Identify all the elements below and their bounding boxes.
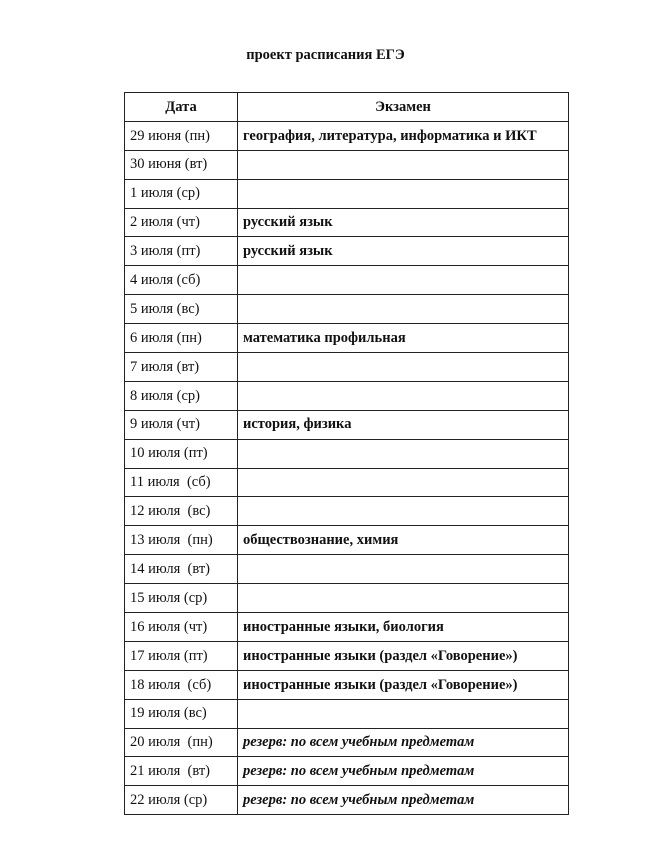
table-row (125, 410, 569, 439)
exam-cell: иностранные языки (раздел «Говорение») (238, 641, 569, 670)
exam-cell (238, 699, 569, 728)
table-row (125, 497, 569, 526)
table-row (125, 266, 569, 295)
table-row (125, 641, 569, 670)
table-row (125, 786, 569, 815)
exam-cell: резерв: по всем учебным предметам (238, 786, 569, 815)
table-row (125, 295, 569, 324)
table-row (125, 728, 569, 757)
document-title: проект расписания ЕГЭ (246, 47, 405, 63)
date-cell: 9 июля (чт) (125, 410, 238, 439)
date-cell: 5 июля (вс) (125, 295, 238, 324)
table-row (125, 526, 569, 555)
table-row (125, 439, 569, 468)
date-cell: 8 июля (ср) (125, 381, 238, 410)
exam-cell (238, 468, 569, 497)
exam-cell (238, 584, 569, 613)
exam-cell: иностранные языки (раздел «Говорение») (238, 670, 569, 699)
table-row (125, 237, 569, 266)
date-cell: 19 июля (вс) (125, 699, 238, 728)
exam-cell (238, 179, 569, 208)
date-cell: 18 июля (сб) (125, 670, 238, 699)
header-exam: Экзамен (238, 93, 569, 122)
exam-cell: резерв: по всем учебным предметам (238, 757, 569, 786)
date-cell: 13 июля (пн) (125, 526, 238, 555)
table-header-row (125, 93, 569, 122)
table-row (125, 468, 569, 497)
exam-cell (238, 381, 569, 410)
date-cell: 21 июля (вт) (125, 757, 238, 786)
exam-cell: история, физика (238, 410, 569, 439)
exam-cell (238, 439, 569, 468)
exam-cell: математика профильная (238, 324, 569, 353)
date-cell: 2 июля (чт) (125, 208, 238, 237)
table-row (125, 670, 569, 699)
table-row (125, 324, 569, 353)
date-cell: 20 июля (пн) (125, 728, 238, 757)
table-row (125, 613, 569, 642)
header-date: Дата (125, 93, 238, 122)
exam-cell: иностранные языки, биология (238, 613, 569, 642)
exam-cell (238, 353, 569, 382)
date-cell: 4 июля (сб) (125, 266, 238, 295)
date-cell: 11 июля (сб) (125, 468, 238, 497)
date-cell: 10 июля (пт) (125, 439, 238, 468)
date-cell: 1 июля (ср) (125, 179, 238, 208)
date-cell: 16 июля (чт) (125, 613, 238, 642)
exam-cell (238, 150, 569, 179)
date-cell: 29 июня (пн) (125, 121, 238, 150)
table-row (125, 584, 569, 613)
schedule-table (124, 92, 569, 815)
exam-cell: русский язык (238, 237, 569, 266)
table-row (125, 353, 569, 382)
table-row (125, 381, 569, 410)
table-row (125, 121, 569, 150)
exam-cell: резерв: по всем учебным предметам (238, 728, 569, 757)
exam-cell (238, 497, 569, 526)
date-cell: 30 июня (вт) (125, 150, 238, 179)
table-body (125, 121, 569, 814)
table-row (125, 699, 569, 728)
date-cell: 6 июля (пн) (125, 324, 238, 353)
exam-cell (238, 266, 569, 295)
table-row (125, 150, 569, 179)
exam-cell: география, литература, информатика и ИКТ (238, 121, 569, 150)
date-cell: 15 июля (ср) (125, 584, 238, 613)
exam-cell (238, 295, 569, 324)
table-row (125, 757, 569, 786)
date-cell: 7 июля (вт) (125, 353, 238, 382)
date-cell: 3 июля (пт) (125, 237, 238, 266)
exam-cell: обществознание, химия (238, 526, 569, 555)
table-row (125, 208, 569, 237)
table-row (125, 555, 569, 584)
date-cell: 22 июля (ср) (125, 786, 238, 815)
exam-cell: русский язык (238, 208, 569, 237)
date-cell: 17 июля (пт) (125, 641, 238, 670)
date-cell: 14 июля (вт) (125, 555, 238, 584)
exam-cell (238, 555, 569, 584)
date-cell: 12 июля (вс) (125, 497, 238, 526)
table-row (125, 179, 569, 208)
